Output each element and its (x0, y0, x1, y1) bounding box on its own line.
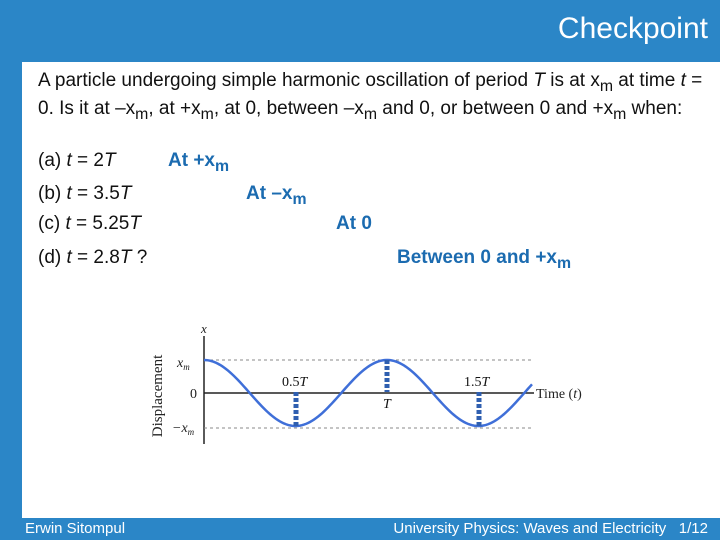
question-item-c: (c) t = 5.25T (38, 213, 141, 234)
label-period: T (383, 397, 391, 412)
label-one-and-half-period: 1.5T (464, 375, 490, 390)
question-subscript: m (613, 105, 627, 123)
question-subscript: m (200, 105, 214, 123)
y-axis-label: Displacement (150, 354, 166, 438)
footer-bar (0, 518, 720, 540)
question-item-a: (a) t = 2T (38, 150, 116, 171)
neg-xm-tick-label: $-x_m$ (172, 421, 195, 437)
question-item-b: (b) t = 3.5T (38, 183, 132, 204)
question-subscript: m (135, 105, 149, 123)
question-item-d: (d) t = 2.8T ? (38, 247, 148, 268)
question-subscript: m (363, 105, 377, 123)
xm-tick-label: $x_m$ (177, 356, 190, 372)
question-segment: when: (626, 97, 683, 119)
footer-author: Erwin Sitompul (25, 520, 126, 537)
question-subscript: m (599, 77, 614, 95)
question-segment: t (680, 70, 686, 91)
answer-d: Between 0 and $+x_m$ (397, 247, 572, 272)
question-segment: and 0, or between 0 and +x (377, 97, 614, 119)
answer-a: $At +x_m$ (168, 150, 230, 175)
question-segment: A particle undergoing simple harmonic oscillation of period (38, 70, 534, 91)
question-segment: = 0. Is it at –x (38, 70, 703, 119)
question-segment: is at x (544, 70, 600, 91)
answer-c: At 0 (336, 213, 372, 234)
answer-b: At $-x_m$ (246, 183, 307, 208)
x-axis-symbol: x (201, 321, 207, 336)
question-segment: , at +x (148, 97, 201, 119)
question-segment: T (533, 70, 545, 91)
zero-tick-label: 0 (190, 387, 197, 402)
question-segment: at time (613, 70, 681, 91)
footer-course-page: University Physics: Waves and Electricity 1/12 (393, 520, 708, 537)
time-axis-label: Time (t) (536, 387, 582, 402)
label-half-period: 0.5T (282, 375, 308, 390)
slide-title: Checkpoint (557, 12, 708, 45)
question-segment: , at 0, between –x (213, 97, 364, 119)
